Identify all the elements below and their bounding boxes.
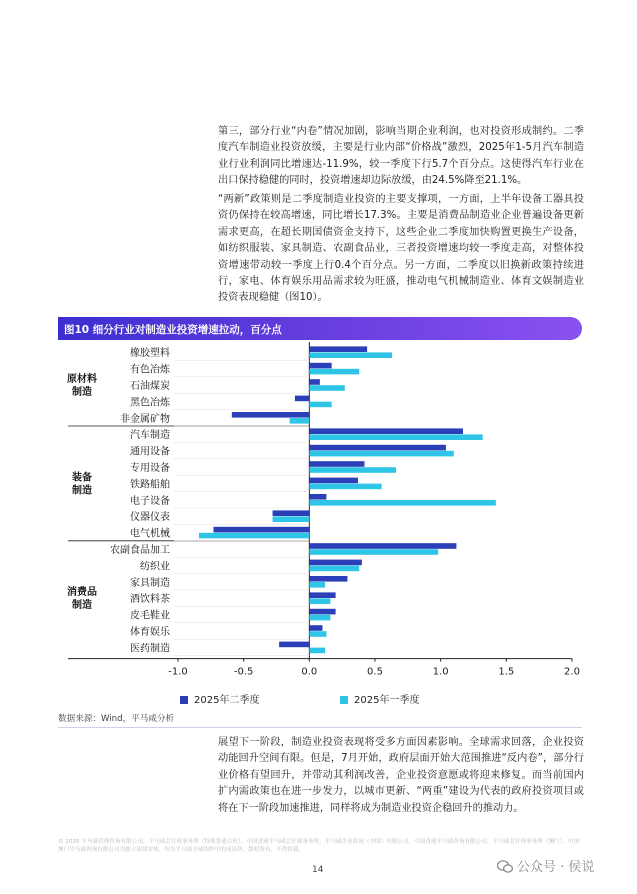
category-label: 酒饮料茶 — [130, 594, 170, 606]
category-label: 黑色冶炼 — [130, 397, 170, 409]
category-label: 医药制造 — [130, 643, 170, 655]
bar-q1 — [309, 385, 344, 391]
legend-swatch-q1 — [340, 696, 348, 704]
category-label: 汽车制造 — [130, 430, 170, 442]
paragraph-policy: “两新”政策则是二季度制造业投资的主要支撑项，一方面，上半年设备工器具投资仍保持在较高增速，同比增长17.3%。主要是消费品制造业企业普遍设备更新需求更高，在超长期国债资金支持下，这些企业二季度加快购置更换生产设备，如纺织服装、家具制造、农副食品业，三者投资增速均较一季度走高，对整体投资增速带动较一季度上行0.4个百分点。另一方面，二季度以旧换新政策持续进行，家电、体育娱乐用品需求较为旺盛，推动电气机械制造业、体育文娱制造业投资表现稳健（图10）。 — [218, 194, 584, 304]
bar-q1 — [309, 369, 359, 375]
bar-q2 — [309, 576, 347, 582]
footer-disclaimer: © 2025 平马咸管理咨询有限公司。平马咸会计师事务所（特殊普通合伙）、中国香港平马咸会计师事务所、平马咸企业咨询（中国）有限公司、中国香港平马咸咨询有限公司、平马咸会计师事务所（澳门）、中国澳门平马咸咨询有限公司为独立法律实体，均为平马咸全球组织中的成员所。版权所有，不得转载。 — [58, 839, 580, 853]
bar-q1 — [290, 418, 310, 424]
bar-q2 — [309, 428, 463, 434]
bar-q2 — [309, 543, 456, 549]
paragraph-outlook: 展望下一阶段，制造业投资表现将受多方面因素影响。全球需求回落，企业投资动能回升空间有限。但是，7月开始，政府层面开始大范围推进“反内卷”，部分行业价格有望回升，并带动其利润改善，企业投资意愿或将迎来修复。而当前国内扩内需政策也在进一步发力，以城市更新、“两重”建设为代表的政府投资项目或将在下一阶段加速推进，同样将成为制造业投资企稳回升的推动力。 — [218, 737, 584, 814]
figure-source: 数据来源：Wind，平马咸分析 — [58, 714, 175, 724]
bar-q2 — [309, 494, 326, 500]
x-tick-label: 1.0 — [432, 666, 449, 678]
bar-q1 — [309, 615, 330, 621]
watermark-text: 公众号 · 侯说 — [517, 860, 595, 875]
group-label: 原材料 — [67, 374, 97, 385]
bar-q2 — [309, 625, 322, 631]
bar-q1 — [309, 598, 330, 604]
category-label: 仪器仪表 — [130, 512, 170, 524]
category-label: 体育娱乐 — [130, 627, 170, 638]
category-label: 石油煤炭 — [130, 381, 170, 392]
bar-q2 — [309, 346, 367, 352]
category-label: 有色冶炼 — [130, 364, 170, 376]
legend-item-q1 — [340, 691, 419, 706]
category-label: 家具制造 — [130, 577, 170, 589]
category-label: 电气机械 — [130, 528, 170, 540]
group-label: 消费品 — [67, 587, 97, 599]
bar-q1 — [309, 648, 325, 654]
bar-q2 — [309, 379, 320, 385]
category-label: 通用设备 — [130, 446, 170, 458]
bar-q2 — [309, 609, 335, 615]
bar-q2 — [295, 396, 309, 402]
bar-q2 — [309, 363, 331, 369]
group-label: 制造 — [72, 485, 92, 497]
wechat-icon — [497, 860, 513, 873]
x-tick-label: -0.5 — [233, 666, 254, 678]
group-label: 制造 — [72, 600, 92, 612]
paragraph-competition: 第三，部分行业“内卷”情况加剧，影响当期企业利润，也对投资形成制约。二季度汽车制造业投资放缓，主要是行业内部“价格战”激烈，2025年1-5月汽车制造业行业利润同比增速达-11.9%，较一季度下行5.7个百分点。这使得汽车行业在出口保持稳健的同时，投资增速却边际放缓，由24.5%降至21.1%。 — [218, 126, 584, 187]
category-label: 皮毛鞋业 — [130, 610, 170, 622]
category-label: 电子设备 — [130, 495, 170, 507]
bar-q1 — [309, 566, 359, 572]
divider — [58, 727, 582, 728]
bar-q2 — [309, 445, 446, 451]
bar-q1 — [309, 549, 438, 555]
bar-q1 — [309, 352, 392, 358]
watermark — [497, 856, 594, 875]
bar-q2 — [309, 478, 358, 484]
bar-chart — [0, 340, 637, 690]
bar-q1 — [309, 451, 453, 457]
legend-label-q2: 2025年二季度 — [194, 695, 260, 706]
legend-label-q1: 2025年一季度 — [354, 695, 420, 706]
legend-item-q2 — [180, 691, 259, 706]
category-label: 纺织业 — [140, 561, 170, 573]
group-label: 制造 — [72, 387, 92, 398]
x-tick-label: 2.0 — [564, 666, 580, 678]
bar-q1 — [309, 500, 495, 506]
bar-q2 — [213, 527, 309, 533]
x-tick-label: 0.0 — [301, 666, 318, 678]
category-label: 农副食品加工 — [110, 545, 170, 556]
bar-q1 — [199, 533, 309, 539]
bar-q2 — [273, 510, 310, 516]
x-tick-label: -1.0 — [168, 666, 188, 678]
x-tick-label: 1.5 — [498, 666, 515, 678]
bar-q1 — [309, 631, 326, 637]
bar-q1 — [273, 516, 310, 522]
bar-q2 — [232, 412, 309, 418]
bar-q1 — [309, 434, 482, 440]
bar-q2 — [309, 560, 362, 566]
x-tick-label: 0.5 — [367, 666, 383, 678]
bar-q1 — [309, 582, 325, 588]
category-label: 专用设备 — [130, 463, 170, 474]
bar-q1 — [309, 484, 381, 490]
bar-q2 — [279, 642, 309, 648]
bar-q1 — [309, 402, 331, 408]
legend-swatch-q2 — [180, 696, 188, 704]
bar-q2 — [309, 461, 364, 467]
category-label: 非金属矿物 — [120, 413, 170, 425]
group-label: 装备 — [72, 472, 92, 484]
page-number: 14 — [312, 865, 324, 875]
bar-q1 — [309, 467, 396, 473]
category-label: 橡胶塑料 — [130, 348, 170, 360]
category-label: 铁路船舶 — [130, 479, 170, 491]
bar-q2 — [309, 592, 335, 598]
figure-title: 图10 细分行业对制造业投资增速拉动，百分点 — [64, 324, 282, 336]
